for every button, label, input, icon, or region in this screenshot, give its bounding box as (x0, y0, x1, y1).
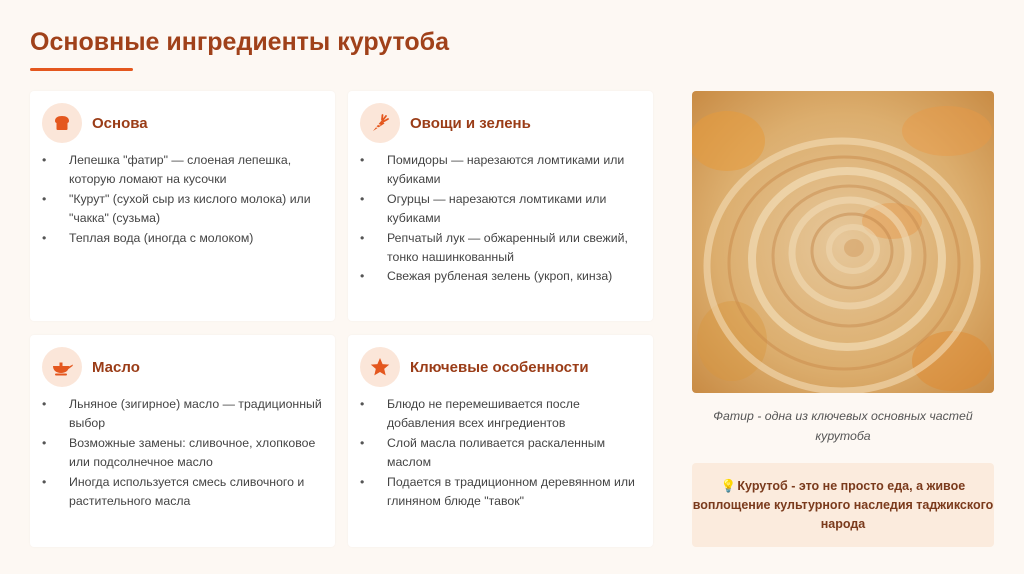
note-text: Курутоб - это не просто еда, а живое воплощение культурного наследия таджикского народа (692, 478, 994, 531)
list-item: • Возможные замены: сливочное, хлопковое или подсолнечное масло (42, 434, 325, 473)
list-item: • Подается в традиционном деревянном или глиняном блюде "тавок" (360, 473, 643, 512)
star-icon (360, 347, 400, 387)
card-title: Основа (92, 114, 148, 132)
ingredient-list (42, 151, 325, 248)
carrot-icon (360, 103, 400, 143)
list-item: • Свежая рубленая зелень (укроп, кинза) (360, 267, 643, 286)
page-title: Основные ингредиенты курутоба (30, 28, 449, 56)
fatir-photo (692, 91, 994, 393)
oil-lamp-icon (42, 347, 82, 387)
list-item: • "Курут" (сухой сыр из кислого молока) или "чакка" (сузьма) (42, 190, 325, 229)
card-header (360, 103, 531, 143)
feature-list (360, 395, 643, 511)
note-content (692, 477, 994, 534)
list-item: • Теплая вода (иногда с молоком) (42, 229, 325, 248)
list-item: • Лепешка "фатир" — слоеная лепешка, которую ломают на кусочки (42, 151, 325, 190)
card-features (348, 335, 653, 547)
card-vegetables (348, 91, 653, 321)
card-base (30, 91, 335, 321)
list-item: • Блюдо не перемешивается после добавления всех ингредиентов (360, 395, 643, 434)
card-title: Масло (92, 358, 140, 376)
card-title: Овощи и зелень (410, 114, 531, 132)
card-header (360, 347, 589, 387)
list-item: • Огурцы — нарезаются ломтиками или кубиками (360, 190, 643, 229)
highlight-note (692, 463, 994, 547)
lightbulb-icon: 💡 (720, 478, 737, 493)
ingredient-list (360, 151, 643, 287)
card-header (42, 103, 148, 143)
title-underline (30, 68, 133, 71)
card-header (42, 347, 140, 387)
bread-icon (42, 103, 82, 143)
list-item: • Льняное (зигирное) масло — традиционный выбор (42, 395, 325, 434)
list-item: • Помидоры — нарезаются ломтиками или кубиками (360, 151, 643, 190)
list-item: • Репчатый лук — обжаренный или свежий, тонко нашинкованный (360, 229, 643, 268)
list-item: • Иногда используется смесь сливочного и растительного масла (42, 473, 325, 512)
card-title: Ключевые особенности (410, 358, 589, 376)
ingredient-list (42, 395, 325, 511)
list-item: • Слой масла поливается раскаленным маслом (360, 434, 643, 473)
card-oil (30, 335, 335, 547)
photo-caption: Фатир - одна из ключевых основных частей курутоба (713, 409, 973, 443)
